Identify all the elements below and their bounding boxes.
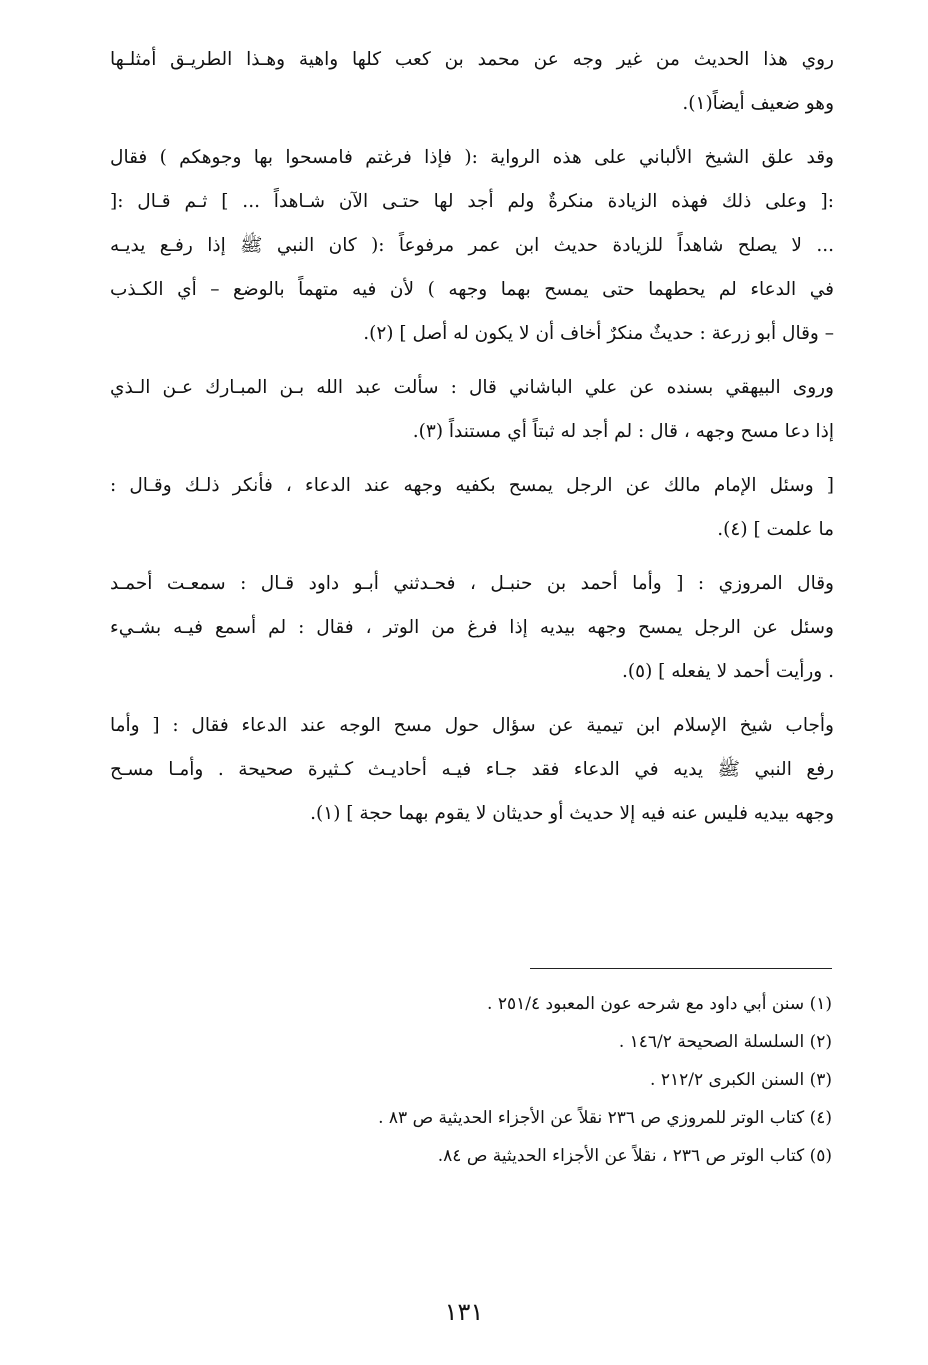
text-line: :[ وعلى ذلك فهذه الزيادة منكرةٌ ولم أجد لها حتـى الآن شـاهداً ... ] ثـم قـال :[ bbox=[110, 191, 834, 212]
main-text bbox=[110, 38, 834, 846]
footnote-2: (٢) السلسلة الصحيحة ١٤٦/٢ . bbox=[618, 1032, 832, 1052]
page-number: ١٣١ bbox=[444, 1298, 484, 1326]
text-line: ... لا يصلح شاهداً للزيادة حديث ابن عمر مرفوعاً :( كان النبي ﷺ إذا رفـع يديـه bbox=[110, 235, 834, 256]
footnote-5: (٥) كتاب الوتر ص ٢٣٦ ، نقلاً عن الأجزاء الحديثية ص ٨٤. bbox=[437, 1146, 832, 1166]
footnote-separator bbox=[530, 968, 832, 969]
text-line: وسئل عن الرجل يمسح وجهه بيديه إذا فرغ من الوتر ، فقال : لم أسمع فيـه بشـيء bbox=[110, 617, 834, 638]
text-line: إذا دعا مسح وجهه ، قال : لم أجد له ثبتاً أي مستنداً (٣). bbox=[412, 421, 834, 442]
footnote-4: (٤) كتاب الوتر للمروزي ص ٢٣٦ نقلاً عن الأجزاء الحديثية ص ٨٣ . bbox=[378, 1108, 832, 1128]
text-line: – وقال أبو زرعة : حديثٌ منكرٌ أخاف أن لا يكون له أصل ] (٢). bbox=[363, 323, 834, 344]
text-line: وجهه بيديه فليس عنه فيه إلا حديث أو حديثان لا يقوم بهما حجة ] (١). bbox=[310, 803, 834, 824]
paragraph-5 bbox=[110, 562, 834, 694]
paragraph-6 bbox=[110, 704, 834, 836]
text-line: ما علمت ] (٤). bbox=[717, 519, 834, 540]
paragraph-1 bbox=[110, 38, 834, 126]
text-line: [ وسئل الإمام مالك عن الرجل يمسح بكفيه وجهه عند الدعاء ، فأنكر ذلـك وقـال : bbox=[110, 475, 834, 496]
text-line: روي هذا الحديث من غير وجه عن محمد بن كعب كلها واهية وهـذا الطريـق أمثلـها bbox=[110, 49, 834, 70]
text-line: في الدعاء لم يحطهما حتى يمسح بهما وجهه ) لأن فيه متهماً بالوضع – أي الكـذب bbox=[110, 279, 834, 300]
text-line: وقد علق الشيخ الألباني على هذه الرواية :( فإذا فرغتم فامسحوا بها وجوهكم ) فقال bbox=[110, 147, 834, 168]
paragraph-2 bbox=[110, 136, 834, 356]
text-line: وقال المروزي : [ وأما أحمد بن حنبـل ، فحـدثني أبـو داود قـال : سمعـت أحمـد bbox=[110, 573, 834, 594]
footnotes bbox=[200, 985, 832, 1175]
text-line: . ورأيت أحمد لا يفعله ] (٥). bbox=[622, 661, 834, 682]
paragraph-4 bbox=[110, 464, 834, 552]
text-line: رفع النبي ﷺ يديه في الدعاء فقد جـاء فيـه أحاديـث كـثيرة صحيحة . وأمـا مسـح bbox=[110, 759, 834, 780]
footnote-3: (٣) السنن الكبرى ٢١٢/٢ . bbox=[650, 1070, 832, 1090]
text-line: وهو ضعيف أيضاً(١). bbox=[682, 93, 834, 114]
footnote-1: (١) سنن أبي داود مع شرحه عون المعبود ٢٥١/٤ . bbox=[487, 994, 832, 1014]
text-line: وأجاب شيخ الإسلام ابن تيمية عن سؤال حول مسح الوجه عند الدعاء فقال : [ وأما bbox=[110, 715, 834, 736]
text-line: وروى البيهقي بسنده عن علي الباشاني قال : سألت عبد الله بـن المبـارك عـن الـذي bbox=[110, 377, 834, 398]
paragraph-3 bbox=[110, 366, 834, 454]
